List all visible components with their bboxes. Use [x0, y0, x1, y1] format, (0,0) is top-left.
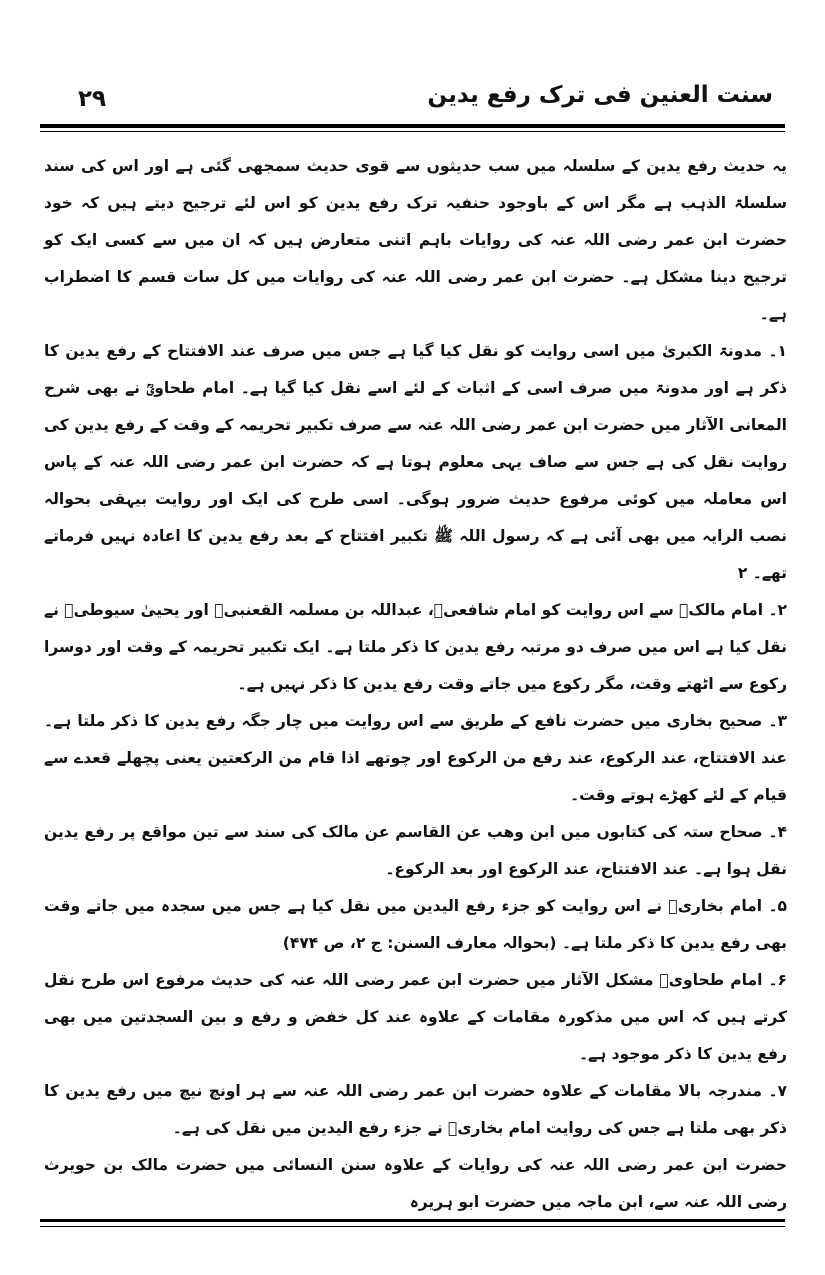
header-rule-thin [40, 131, 785, 132]
footer-rule [40, 1219, 785, 1222]
page-header [44, 82, 781, 122]
paragraph-point-3: ۳۔ صحیح بخاری میں حضرت نافع کے طریق سے اس روایت میں چار جگہ رفع یدین کا ذکر ملتا ہے۔ عند الافتتاح، عند الرکوع، عند رفع من الرکوع اور چوتھے اذا قام من الرکعتین یعنی پچھلے قعدے سے قیام کے لئے کھڑے ہوتے وقت۔ [44, 712, 787, 804]
paragraph-point-2: ۲۔ امام مالکؒ سے اس روایت کو امام شافعیؒ، عبداللہ بن مسلمہ القعنبیؒ اور یحییٰ سیوطیؒ نے نقل کیا ہے اس میں صرف دو مرتبہ رفع یدین کا ذکر ملتا ہے۔ ایک تکبیر تحریمہ کے وقت اور دوسرا رکوع سے اٹھتے وقت، مگر رکوع میں جاتے وقت رفع یدین کا ذکر نہیں ہے۔ [44, 601, 787, 693]
paragraph-point-4: ۴۔ صحاح ستہ کی کتابوں میں ابن وھب عن القاسم عن مالک کی سند سے تین مواقع پر رفع یدین نقل ہوا ہے۔ عند الافتتاح، عند الرکوع اور بعد الرکوع۔ [44, 823, 787, 878]
paragraph-point-7: ۷۔ مندرجہ بالا مقامات کے علاوہ حضرت ابن عمر رضی اللہ عنہ سے ہر اونچ نیچ میں رفع یدین کا ذکر بھی ملتا ہے جس کی روایت امام بخاریؒ نے جزء رفع الیدین میں نقل کی ہے۔ [44, 1082, 787, 1137]
body-text [44, 148, 787, 1221]
paragraph-intro: یہ حدیث رفع یدین کے سلسلہ میں سب حدیثوں سے قوی حدیث سمجھی گئی ہے اور اس کی سند سلسلۃ الذہب ہے مگر اس کے باوجود حنفیہ ترک رفع یدین کو اس لئے ترجیح دیتے ہیں کہ خود حضرت ابن عمر رضی اللہ عنہ کی روایات باہم اتنی متعارض ہیں کہ ان میں سے کسی ایک کو ترجیح دینا مشکل ہے۔ حضرت ابن عمر رضی اللہ عنہ کی روایات میں کل سات قسم کا اضطراب ہے۔ [44, 157, 787, 323]
page-number: ۲۹ [78, 86, 107, 112]
paragraph-closing: حضرت ابن عمر رضی اللہ عنہ کی روایات کے علاوہ سنن النسائی میں حضرت مالک بن حویرث رضی اللہ عنہ سے، ابن ماجہ میں حضرت ابو ہریرہ [44, 1156, 787, 1211]
paragraph-point-1: ۱۔ مدونۃ الکبریٰ میں اسی روایت کو نقل کیا گیا ہے جس میں صرف عند الافتتاح کے رفع یدین کا ذکر ہے اور مدونۃ میں صرف اسی کے اثبات کے لئے اسے نقل کیا گیا ہے۔ امام طحاویؒ نے بھی شرح المعانی الآثار میں حضرت ابن عمر رضی اللہ عنہ سے صرف تکبیر تحریمہ کے وقت کے رفع یدین کی روایت نقل کی ہے جس سے صاف یہی معلوم ہوتا ہے کہ حضرت ابن عمر رضی اللہ عنہ کے پاس اس معاملہ میں کوئی مرفوع حدیث ضرور ہوگی۔ اسی طرح کی ایک اور روایت بیہقی بحوالہ نصب الرایہ میں بھی آئی ہے کہ رسول اللہ ﷺ تکبیر افتتاح کے بعد رفع یدین کا اعادہ نہیں فرماتے تھے۔ ۲ [44, 342, 787, 582]
paragraph-point-5: ۵۔ امام بخاریؒ نے اس روایت کو جزء رفع الیدین میں نقل کیا ہے جس میں سجدہ میں جاتے وقت بھی رفع یدین کا ذکر ملتا ہے۔ (بحوالہ معارف السنن: ج ۲، ص ۴۷۴) [44, 897, 787, 952]
paragraph-point-6: ۶۔ امام طحاویؒ مشکل الآثار میں حضرت ابن عمر رضی اللہ عنہ کی حدیث مرفوع اس طرح نقل کرتے ہیں کہ اس میں مذکورہ مقامات کے علاوہ عند کل خفض و رفع و بین السجدتین میں بھی رفع یدین کا ذکر موجود ہے۔ [44, 971, 787, 1063]
header-rule [40, 124, 785, 128]
footer-rule-thin [40, 1226, 785, 1227]
book-title: سنت العنین فی ترک رفع یدین [427, 82, 773, 108]
